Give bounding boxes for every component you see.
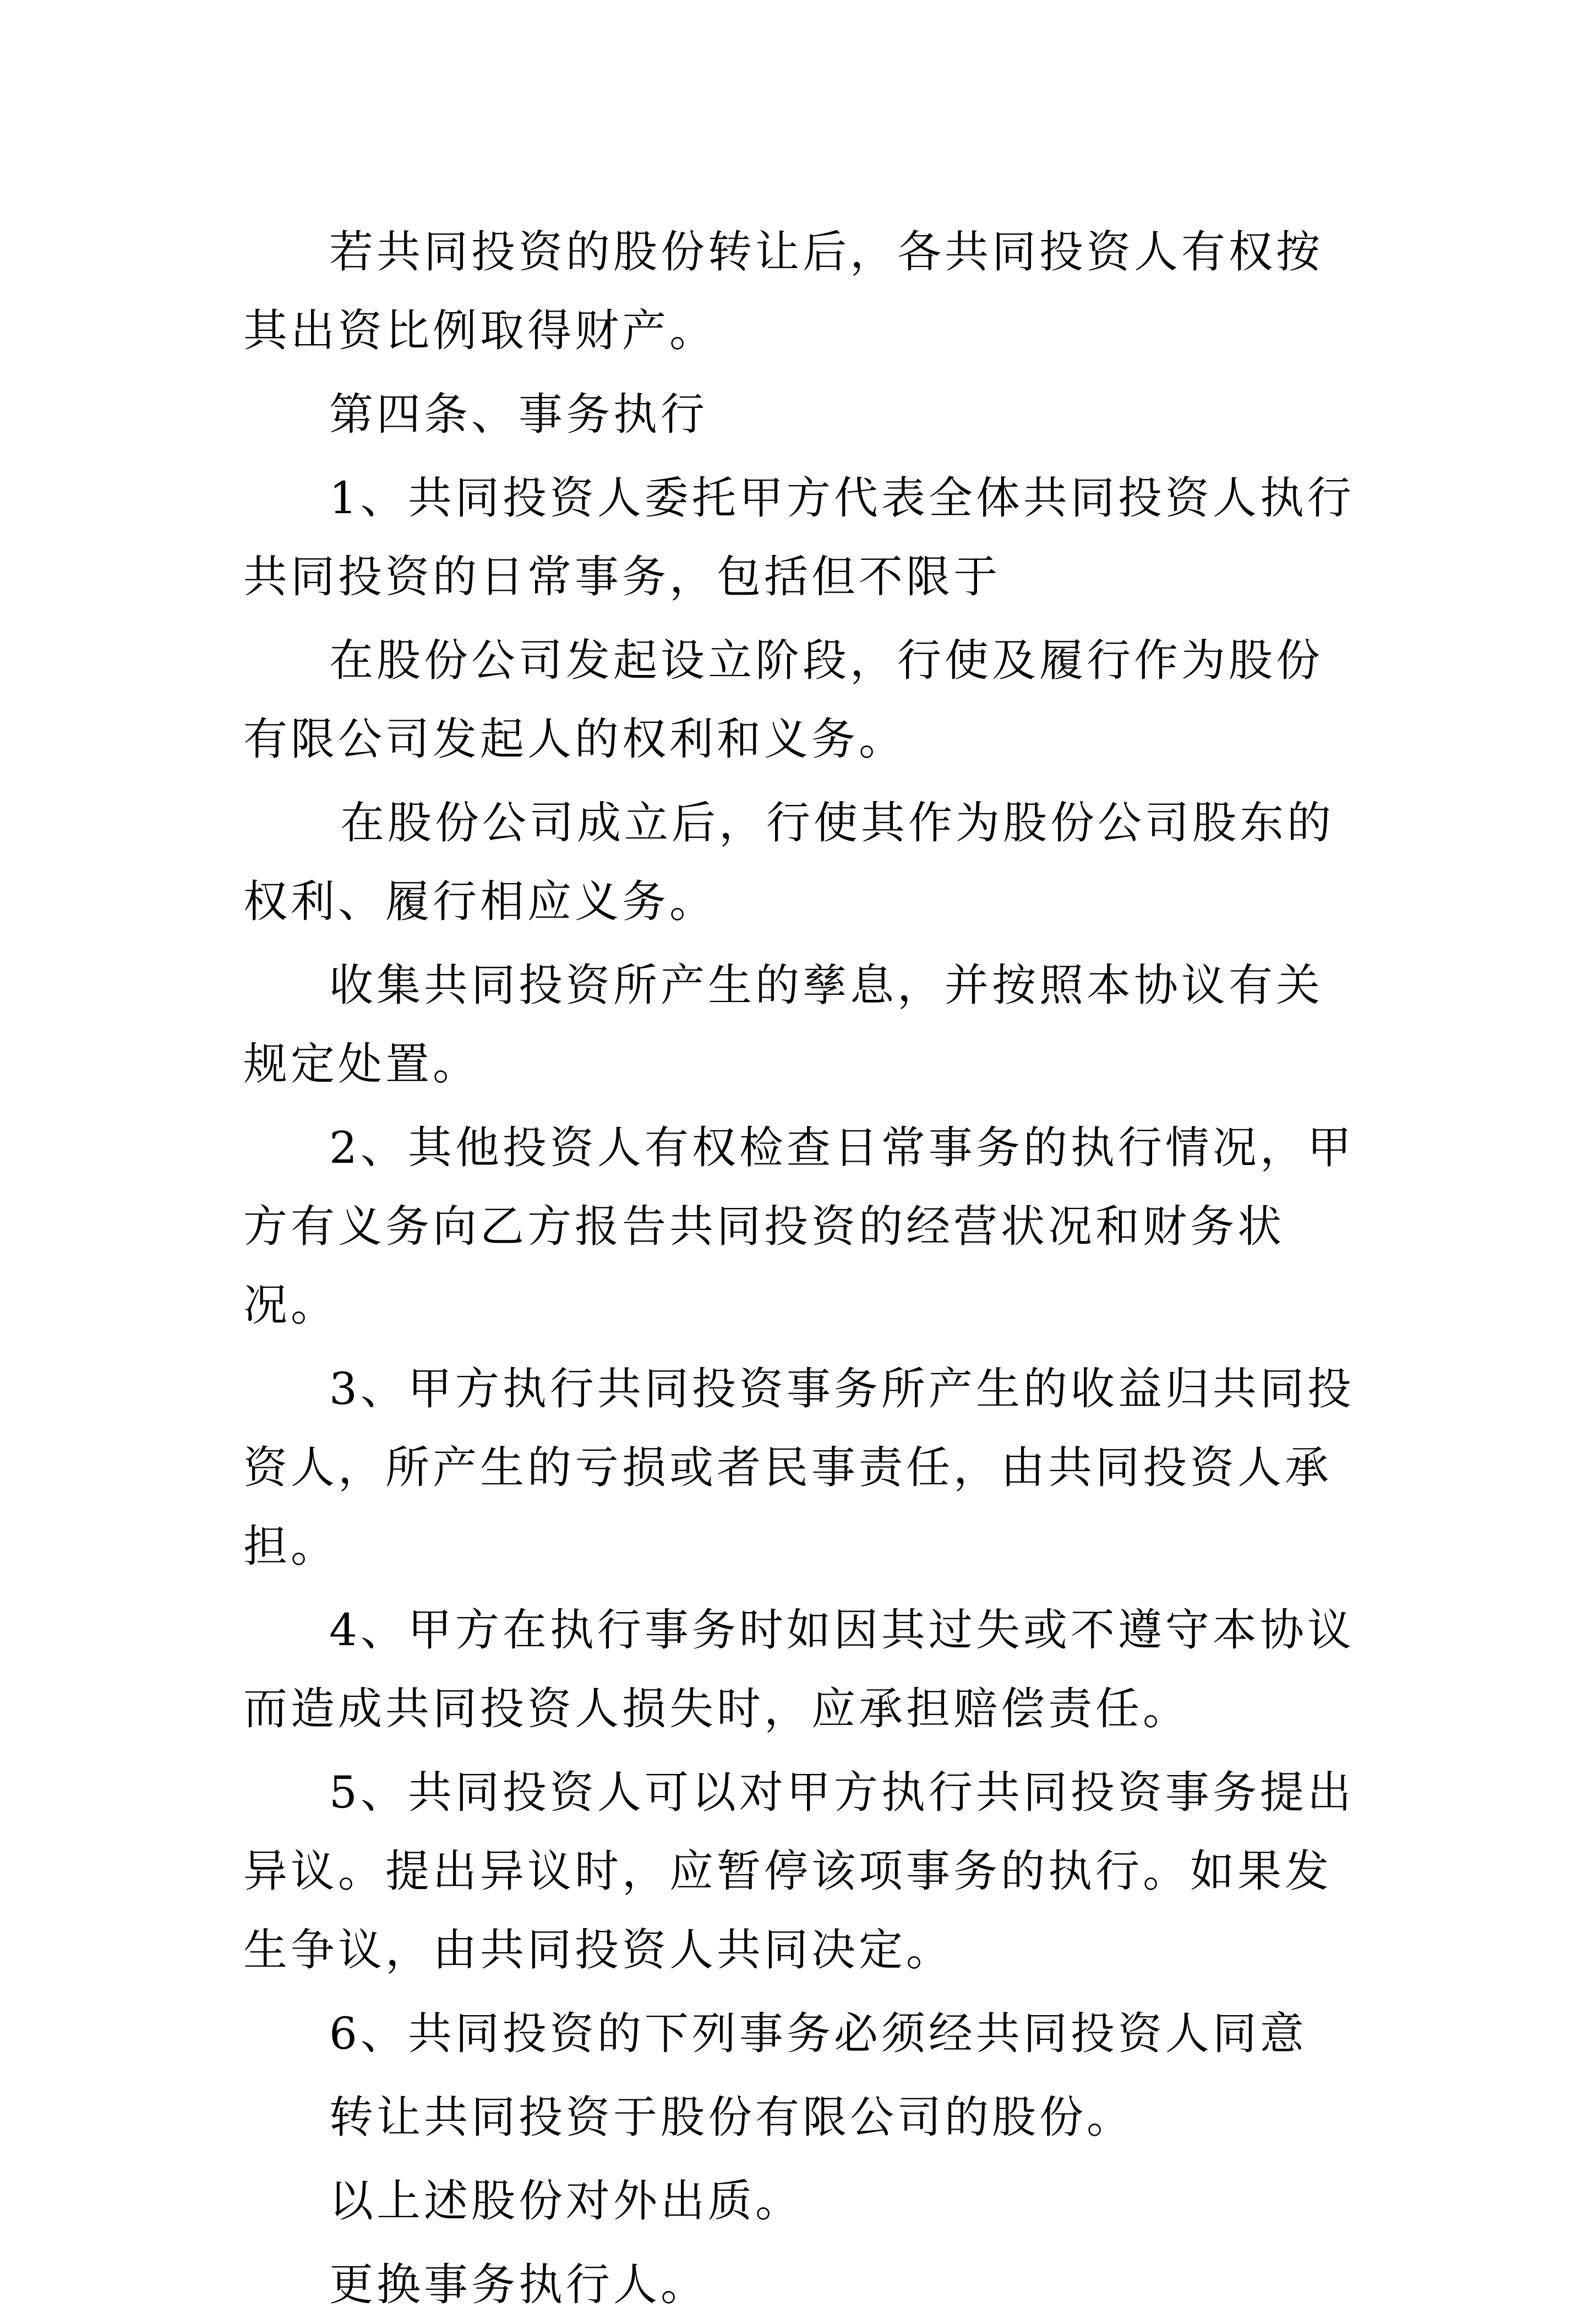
paragraph-clause-1-item-a: 在股份公司发起设立阶段，行使及履行作为股份有限公司发起人的权利和义务。 (243, 635, 1323, 765)
paragraph-clause-6-item-a: 转让共同投资于股份有限公司的股份。 (329, 2092, 1134, 2143)
article-heading: 第四条、事务执行 (329, 389, 708, 440)
paragraph-clause-1-item-b: 在股份公司成立后，行使其作为股份公司股东的权利、履行相应义务。 (243, 797, 1334, 927)
paragraph-clause-1: 1、共同投资人委托甲方代表全体共同投资人执行共同投资的日常事务，包括但不限于 (243, 472, 1355, 602)
paragraph-clause-3: 3、甲方执行共同投资事务所产生的收益归共同投资人，所产生的亏损或者民事责任，由共同投资人承担。 (243, 1363, 1355, 1572)
document-body (243, 213, 1355, 2324)
paragraph-clause-6-item-b: 以上述股份对外出质。 (329, 2175, 803, 2227)
paragraph-clause-6: 6、共同投资的下列事务必须经共同投资人同意 (329, 2008, 1307, 2059)
paragraph-clause-1-item-c: 收集共同投资所产生的孳息，并按照本协议有关规定处置。 (243, 960, 1323, 1090)
paragraph-clause-5: 5、共同投资人可以对甲方执行共同投资事务提出异议。提出异议时，应暂停该项事务的执行。如果发生争议，由共同投资人共同决定。 (243, 1767, 1355, 1975)
paragraph-property-distribution: 若共同投资的股份转让后，各共同投资人有权按其出资比例取得财产。 (243, 226, 1323, 356)
paragraph-clause-4: 4、甲方在执行事务时如因其过失或不遵守本协议而造成共同投资人损失时，应承担赔偿责任。 (243, 1604, 1355, 1734)
paragraph-clause-6-item-c: 更换事务执行人。 (329, 2259, 708, 2310)
paragraph-clause-2: 2、其他投资人有权检查日常事务的执行情况，甲方有义务向乙方报告共同投资的经营状况和财务状况。 (243, 1122, 1355, 1331)
